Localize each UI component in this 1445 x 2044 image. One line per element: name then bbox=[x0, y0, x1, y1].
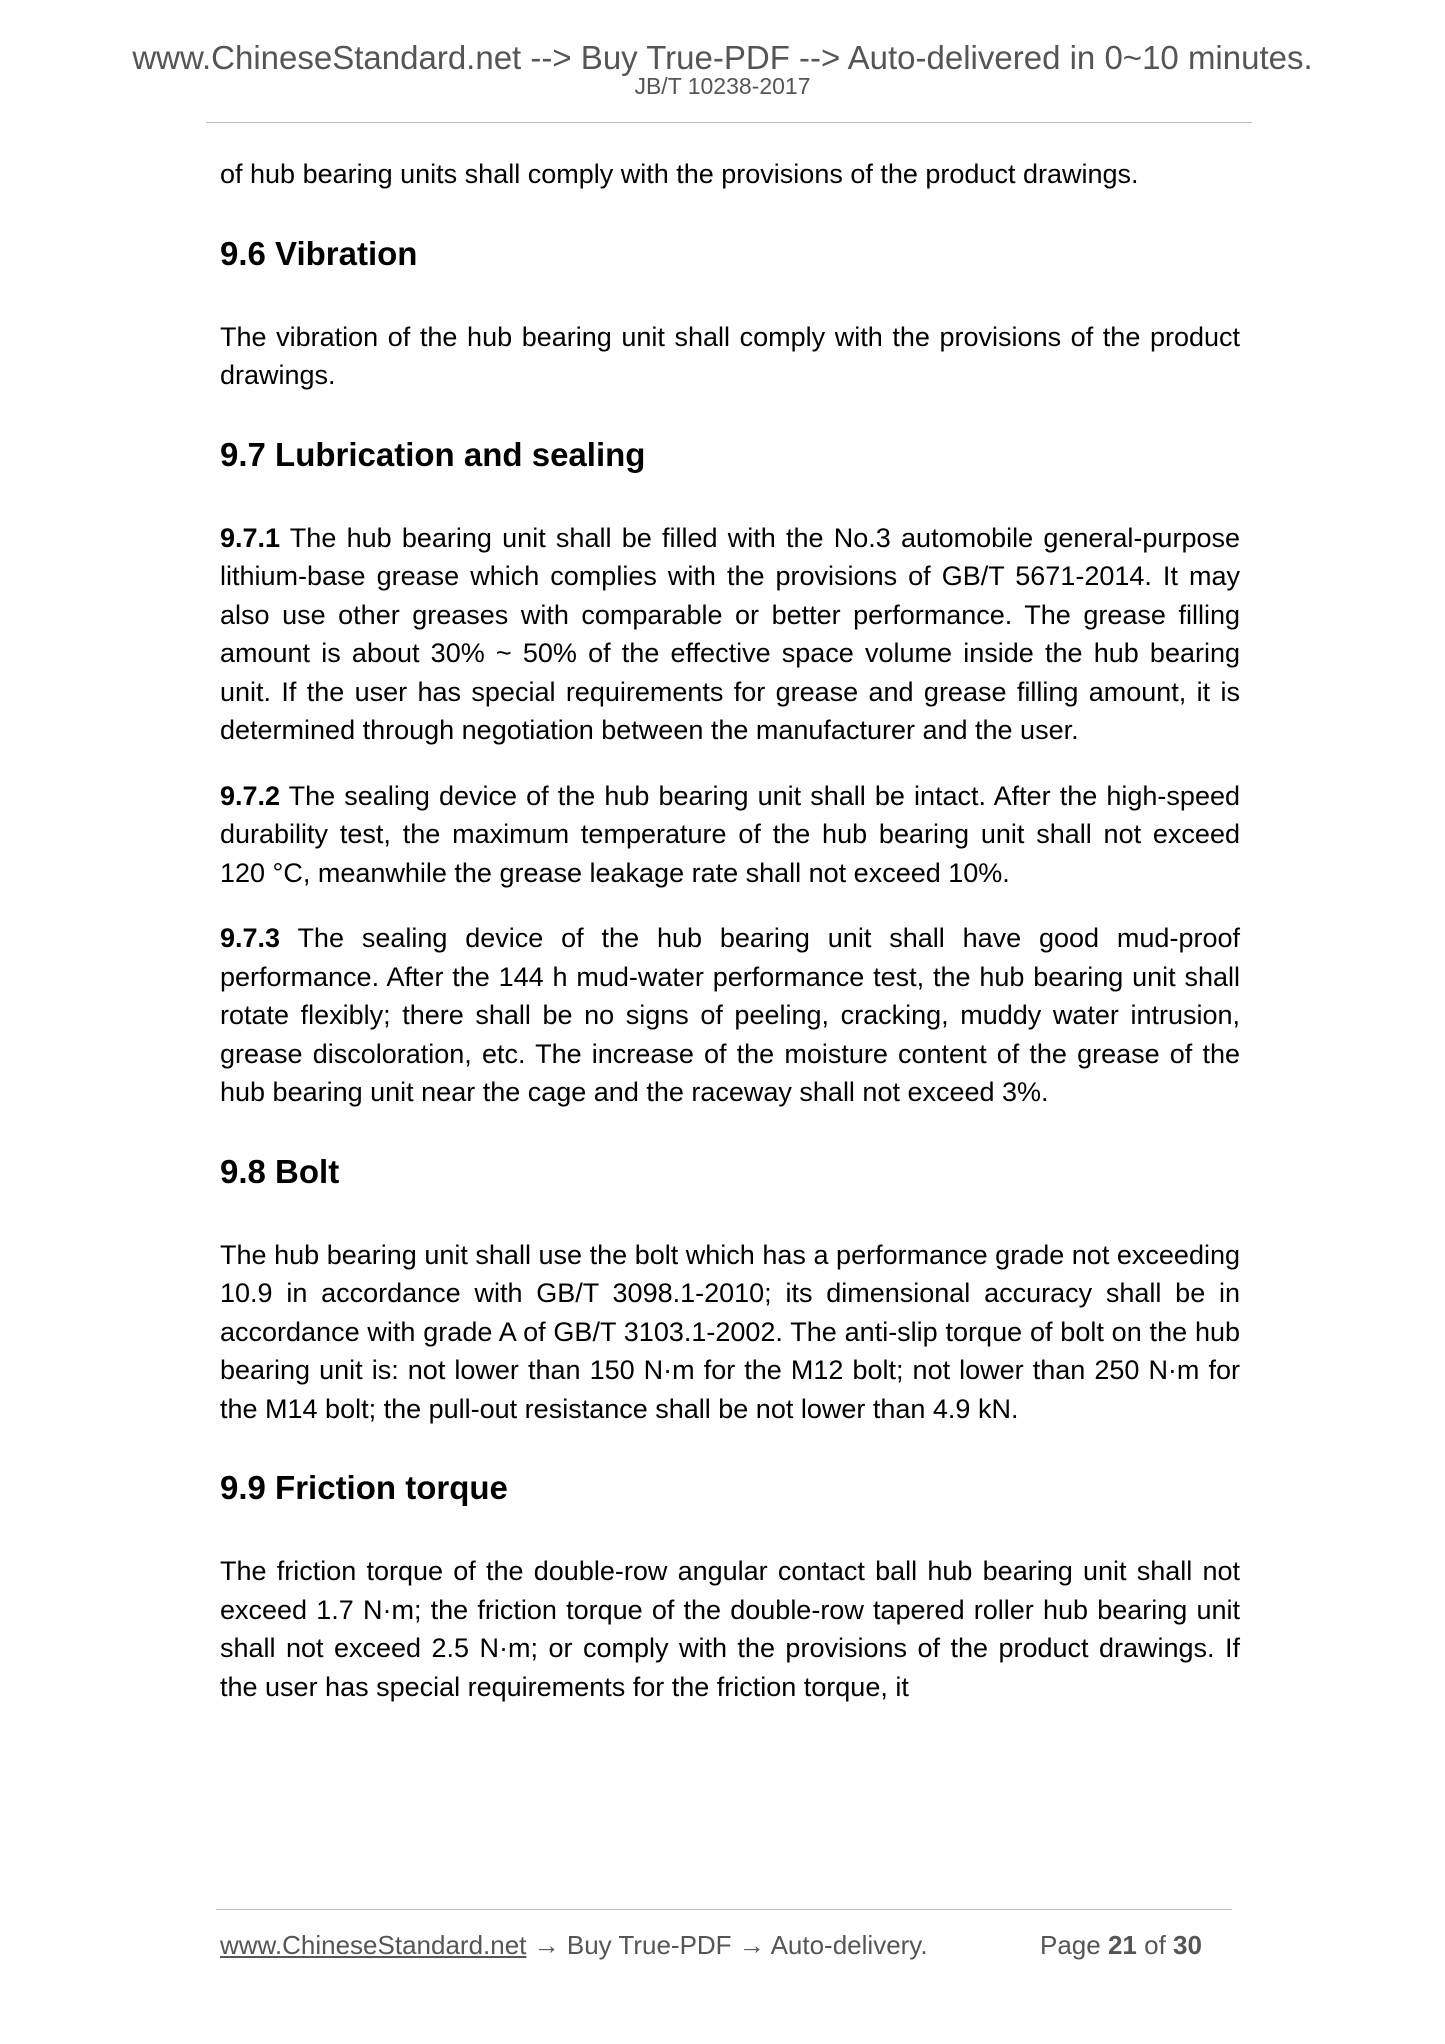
section-heading-9-9: 9.9 Friction torque bbox=[220, 1469, 508, 1506]
site-banner: www.ChineseStandard.net --> Buy True-PDF --> Auto-delivered in 0~10 minutes. bbox=[132, 39, 1313, 76]
clause-9-7-1 bbox=[220, 519, 1240, 750]
header-divider bbox=[206, 122, 1252, 123]
footer-tagline: → Buy True-PDF → Auto-delivery. bbox=[526, 1930, 928, 1960]
page-total: 30 bbox=[1173, 1930, 1202, 1960]
clause-text: The sealing device of the hub bearing unit shall be intact. After the high-speed durability test, the maximum temperature of the hub bearing unit shall not exceed 120 °C, meanwhile the grease leakage rate shall not exceed 10%. bbox=[220, 780, 1240, 888]
section-heading-9-8: 9.8 Bolt bbox=[220, 1152, 340, 1190]
section-9-9-paragraph: The friction torque of the double-row angular contact ball hub bearing unit shall not exceed 1.7 N·m; the friction torque of the double-row tapered roller hub bearing unit shall not exceed 2.5 N·m; or comply with the provisions of the product drawings. If the user has special requirements for the friction torque, it bbox=[220, 1556, 1240, 1702]
site-link[interactable]: www.ChineseStandard.net bbox=[220, 1930, 527, 1960]
page-content bbox=[220, 155, 1240, 1706]
clause-text: The hub bearing unit shall be filled with the No.3 automobile general-purpose lithium-base grease which complies with the provisions of GB/T 5671-2014. It may also use other greases with comparable or better performance. The grease filling amount is about 30% ~ 50% of the effective space volume inside the hub bearing unit. If the user has special requirements for grease and grease filling amount, it is determined through negotiation between the manufacturer and the user. bbox=[220, 522, 1240, 745]
section-9-8-paragraph: The hub bearing unit shall use the bolt which has a performance grade not exceeding 10.9 in accordance with GB/T 3098.1-2010; its dimensional accuracy shall be in accordance with grade A of GB/T 3103.1-2002. The anti-slip torque of bolt on the hub bearing unit is: not lower than 150 N·m for the M12 bolt; not lower than 250 N·m for the M14 bolt; the pull-out resistance shall be not lower than 4.9 kN. bbox=[220, 1239, 1240, 1424]
document-number: JB/T 10238-2017 bbox=[634, 73, 811, 99]
section-heading-9-7: 9.7 Lubrication and sealing bbox=[220, 435, 646, 473]
clause-9-7-3 bbox=[220, 919, 1240, 1112]
footer-promo bbox=[220, 1929, 928, 1961]
clause-number: 9.7.2 bbox=[220, 780, 281, 811]
page-indicator bbox=[1040, 1929, 1202, 1961]
footer-divider bbox=[216, 1909, 1232, 1910]
continuation-paragraph: of hub bearing units shall comply with the provisions of the product drawings. bbox=[220, 159, 1139, 189]
clause-9-7-2 bbox=[220, 777, 1240, 893]
clause-text: The sealing device of the hub bearing unit shall have good mud-proof performance. After the 144 h mud-water performance test, the hub bearing unit shall rotate flexibly; there shall be no signs of peeling, cracking, muddy water intrusion, grease discoloration, etc. The increase of the moisture content of the grease of the hub bearing unit near the cage and the raceway shall not exceed 3%. bbox=[220, 923, 1240, 1107]
page-label: Page bbox=[1040, 1930, 1101, 1960]
section-9-6-paragraph: The vibration of the hub bearing unit shall comply with the provisions of the product drawings. bbox=[220, 321, 1240, 390]
clause-number: 9.7.3 bbox=[220, 923, 281, 953]
page-current: 21 bbox=[1107, 1930, 1137, 1960]
section-heading-9-6: 9.6 Vibration bbox=[220, 234, 418, 272]
page-of-label: of bbox=[1144, 1930, 1166, 1960]
clause-number: 9.7.1 bbox=[220, 522, 281, 553]
